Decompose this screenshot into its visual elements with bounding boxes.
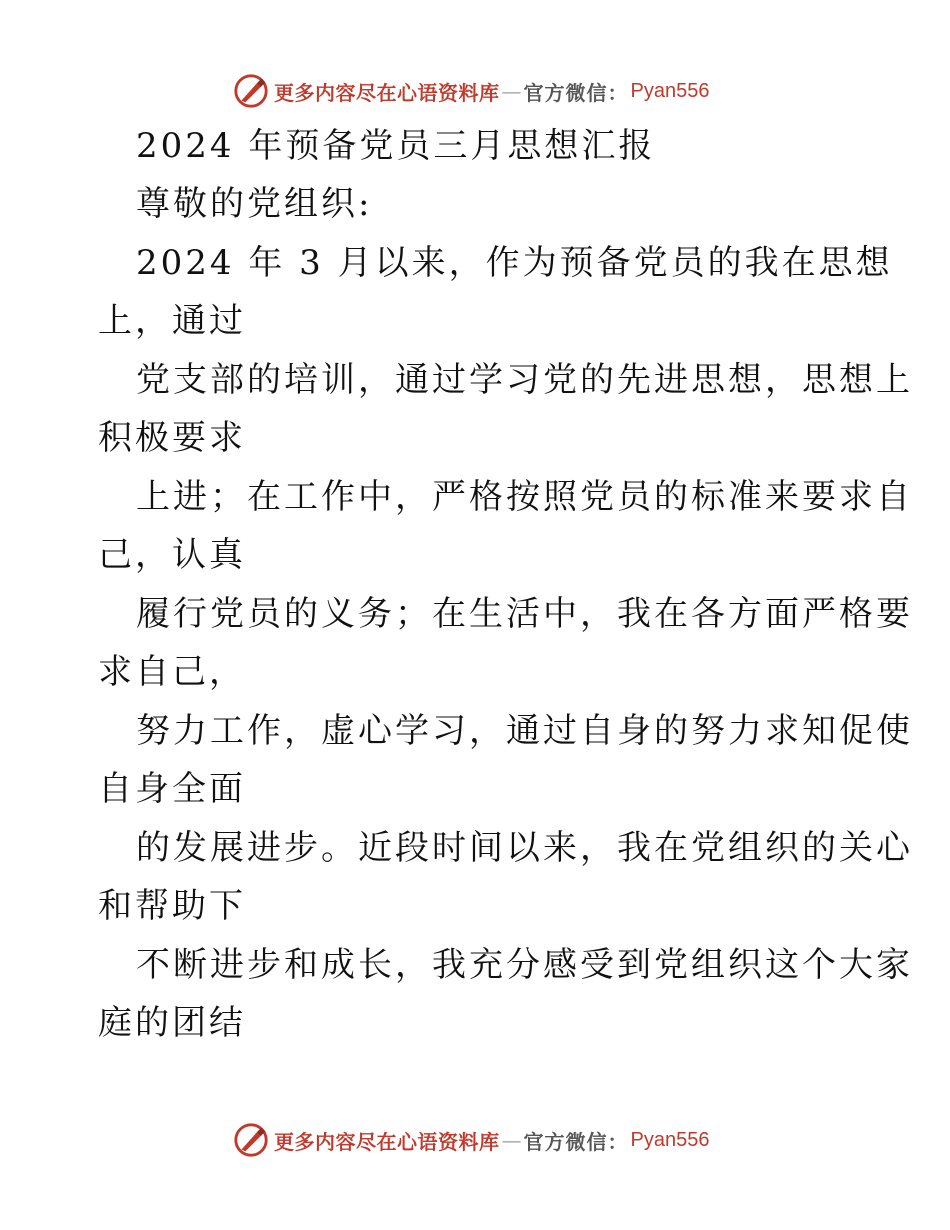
paragraph-line: 不断进步和成长，我充分感受到党组织这个大家 <box>136 945 913 985</box>
paragraph-line: 积极要求 <box>98 418 246 458</box>
paragraph-line: 自身全面 <box>98 769 246 809</box>
watermark-wechat-id: Pyan556 <box>630 79 710 102</box>
watermark-wechat-id: Pyan556 <box>630 1128 710 1151</box>
paragraph-line: 党支部的培训，通过学习党的先进思想，思想上 <box>136 360 913 400</box>
footer-watermark <box>232 1120 709 1160</box>
paragraph-line: 上，通过 <box>98 301 246 341</box>
watermark-dash: — <box>501 1128 522 1152</box>
paragraph-line: 庭的团结 <box>98 1003 246 1043</box>
watermark-wechat-label: 官方微信： <box>523 1129 629 1154</box>
document-salutation: 尊敬的党组织: <box>136 184 373 224</box>
watermark-wechat-label: 官方微信： <box>523 80 629 105</box>
paragraph-line: 上进；在工作中，严格按照党员的标准来要求自 <box>136 477 913 517</box>
paragraph-line: 履行党员的义务；在生活中，我在各方面严格要 <box>136 594 913 634</box>
paragraph-line: 2024 年 3 月以来，作为预备党员的我在思想 <box>136 243 893 283</box>
watermark-dash: — <box>501 79 522 103</box>
paragraph-line: 的发展进步。近段时间以来，我在党组织的关心 <box>136 828 913 868</box>
paragraph-line: 己，认真 <box>98 535 246 575</box>
header-watermark <box>232 71 709 111</box>
pen-logo-icon <box>232 1121 270 1159</box>
watermark-brand: 更多内容尽在心语资料库 <box>274 1129 500 1154</box>
watermark-brand: 更多内容尽在心语资料库 <box>274 80 500 105</box>
document-title: 2024 年预备党员三月思想汇报 <box>136 126 656 166</box>
pen-logo-icon <box>232 72 270 110</box>
paragraph-line: 求自己， <box>98 652 246 692</box>
paragraph-line: 努力工作，虚心学习，通过自身的努力求知促使 <box>136 711 913 751</box>
paragraph-line: 和帮助下 <box>98 886 246 926</box>
